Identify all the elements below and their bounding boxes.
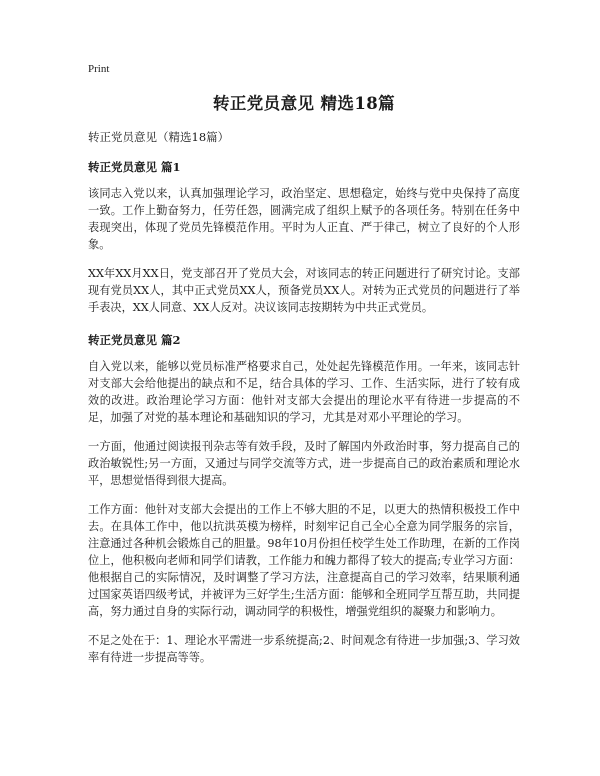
paragraph: 该同志入党以来，认真加强理论学习，政治坚定、思想稳定，始终与党中央保持了高度一致。工作上勤奋努力，任劳任怨，圆满完成了组织上赋予的各项任务。特别在任务中表现突出，体现了党员先锋模范作用。平时为人正直、严于律己，树立了良好的个人形象。 (88, 187, 520, 251)
document-page (88, 62, 520, 678)
print-link[interactable]: Print (88, 63, 110, 75)
document-subtitle: 转正党员意见（精选18篇） (88, 130, 230, 144)
section-2 (88, 332, 520, 666)
section-1 (88, 159, 520, 316)
paragraph: 工作方面：他针对支部大会提出的工作上不够大胆的不足，以更大的热情积极投工作中去。在具体工作中，他以抗洪英模为榜样，时刻牢记自己全心全意为同学服务的宗旨，注意通过各种机会锻炼自己的胆量。98年10月份担任校学生处工作助理，在新的工作岗位上，他积极向老师和同学们请教，工作能力和魄力都得了较大的提高;专业学习方面：他根据自己的实际情况，及时调整了学习方法，注意提高自己的学习效率，结果顺利通过国家英语四级考试，并被评为三好学生;生活方面：能够和全班同学互帮互助，共同提高，努力通过自身的实际行动，调动同学的积极性，增强党组织的凝聚力和影响力。 (88, 503, 520, 618)
section-heading: 转正党员意见 篇1 (88, 160, 181, 174)
paragraph: XX年XX月XX日，党支部召开了党员大会，对该同志的转正问题进行了研究讨论。支部现有党员XX人，其中正式党员XX人，预备党员XX人。对转为正式党员的问题进行了举手表决，XX人同意、XX人反对。决议该同志按期转为中共正式党员。 (88, 267, 520, 314)
document-title: 转正党员意见 精选18篇 (212, 94, 395, 113)
paragraph: 不足之处在于：1、理论水平需进一步系统提高;2、时间观念有待进一步加强;3、学习效率有待进一步提高等等。 (88, 634, 520, 664)
paragraph: 自入党以来，能够以党员标准严格要求自己，处处起先锋模范作用。一年来，该同志针对支部大会给他提出的缺点和不足，结合具体的学习、工作、生活实际，进行了较有成效的改进。政治理论学习方面：他针对支部大会提出的理论水平有待进一步提高的不足，加强了对党的基本理论和基础知识的学习，尤其是对邓小平理论的学习。 (88, 360, 520, 424)
paragraph: 一方面，他通过阅读报刊杂志等有效手段，及时了解国内外政治时事，努力提高自己的政治敏锐性;另一方面，又通过与同学交流等方式，进一步提高自己的政治素质和理论水平，思想觉悟得到很大提高。 (88, 440, 520, 487)
section-heading: 转正党员意见 篇2 (88, 333, 181, 347)
